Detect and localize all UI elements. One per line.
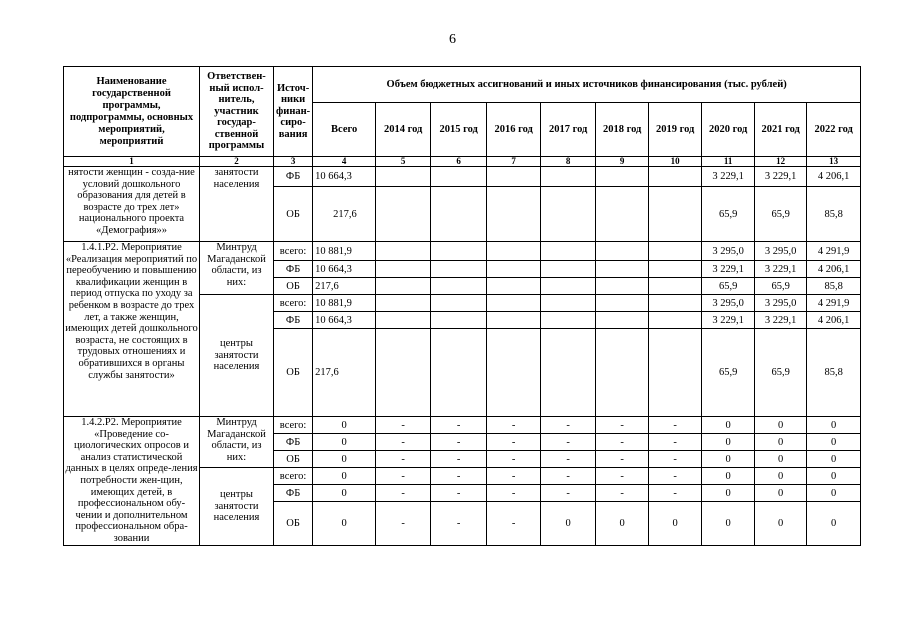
year-cell <box>376 329 431 417</box>
column-number: 2 <box>200 157 274 167</box>
year-cell: - <box>487 468 541 485</box>
year-cell: - <box>431 502 487 546</box>
year-cell: 0 <box>755 502 807 546</box>
year-cell: 0 <box>807 485 861 502</box>
year-cell: - <box>487 451 541 468</box>
executor-1-4-1-b: центры занятости населения <box>200 295 274 417</box>
year-cell: 0 <box>702 485 755 502</box>
header-executor: Ответствен-ный испол-нитель, участник государ-ственной программы <box>200 67 274 157</box>
year-cell: 3 229,1 <box>755 261 807 278</box>
total-cell: 0 <box>313 434 376 451</box>
year-cell: 0 <box>649 502 702 546</box>
source-cell: ФБ <box>274 261 313 278</box>
header-year: 2019 год <box>649 103 702 157</box>
year-cell: - <box>596 468 649 485</box>
year-cell: 0 <box>807 502 861 546</box>
table-row <box>64 242 861 261</box>
year-cell: 3 295,0 <box>702 242 755 261</box>
year-cell: - <box>596 434 649 451</box>
column-number: 3 <box>274 157 313 167</box>
source-cell: ФБ <box>274 312 313 329</box>
total-cell: 10 881,9 <box>313 295 376 312</box>
year-cell: 0 <box>755 485 807 502</box>
year-cell <box>376 278 431 295</box>
column-number: 10 <box>649 157 702 167</box>
year-cell: - <box>487 417 541 434</box>
executor-cont: занятости населения <box>200 167 274 242</box>
column-number: 4 <box>313 157 376 167</box>
year-cell <box>649 329 702 417</box>
year-cell: 85,8 <box>807 278 861 295</box>
year-cell <box>541 295 596 312</box>
year-cell: 4 206,1 <box>807 312 861 329</box>
year-cell: - <box>431 434 487 451</box>
year-cell <box>376 187 431 242</box>
year-cell: - <box>431 485 487 502</box>
year-cell <box>431 312 487 329</box>
year-cell: 65,9 <box>755 187 807 242</box>
year-cell: 0 <box>807 417 861 434</box>
year-cell: 0 <box>755 468 807 485</box>
column-number: 7 <box>487 157 541 167</box>
year-cell: 4 291,9 <box>807 242 861 261</box>
source-cell: ОБ <box>274 278 313 295</box>
total-cell: 217,6 <box>313 278 376 295</box>
year-cell <box>487 187 541 242</box>
year-cell: 65,9 <box>755 278 807 295</box>
activity-name-cont: нятости женщин - созда-ние условий дошкольного образования для детей в возрасте до трех лет» национального проекта «Демография»» <box>64 167 200 242</box>
header-year: 2015 год <box>431 103 487 157</box>
table-row <box>64 167 861 187</box>
source-cell: ФБ <box>274 434 313 451</box>
year-cell: - <box>649 468 702 485</box>
year-cell: 65,9 <box>755 329 807 417</box>
year-cell: - <box>541 468 596 485</box>
year-cell: - <box>431 417 487 434</box>
header-year: 2018 год <box>596 103 649 157</box>
year-cell <box>596 167 649 187</box>
year-cell: 4 291,9 <box>807 295 861 312</box>
total-cell: 217,6 <box>313 329 376 417</box>
year-cell: - <box>431 468 487 485</box>
column-number: 6 <box>431 157 487 167</box>
year-cell: - <box>487 502 541 546</box>
year-cell <box>431 278 487 295</box>
year-cell: - <box>376 502 431 546</box>
source-cell: ОБ <box>274 187 313 242</box>
total-cell: 0 <box>313 485 376 502</box>
year-cell: 65,9 <box>702 278 755 295</box>
year-cell <box>596 187 649 242</box>
year-cell <box>596 261 649 278</box>
year-cell: 0 <box>755 417 807 434</box>
year-cell <box>541 278 596 295</box>
year-cell: 3 229,1 <box>702 167 755 187</box>
year-cell <box>431 242 487 261</box>
year-cell <box>596 329 649 417</box>
header-year: 2021 год <box>755 103 807 157</box>
year-cell: 0 <box>755 451 807 468</box>
year-cell: 85,8 <box>807 329 861 417</box>
year-cell <box>596 312 649 329</box>
year-cell <box>431 167 487 187</box>
year-cell <box>487 278 541 295</box>
header-year: 2014 год <box>376 103 431 157</box>
year-cell <box>541 187 596 242</box>
year-cell <box>649 278 702 295</box>
year-cell: 65,9 <box>702 329 755 417</box>
year-cell <box>596 278 649 295</box>
year-cell: - <box>376 451 431 468</box>
year-cell: - <box>376 468 431 485</box>
year-cell <box>541 261 596 278</box>
source-cell: ОБ <box>274 502 313 546</box>
column-number: 12 <box>755 157 807 167</box>
total-cell: 0 <box>313 468 376 485</box>
source-cell: ФБ <box>274 167 313 187</box>
year-cell <box>487 295 541 312</box>
year-cell <box>431 187 487 242</box>
year-cell: - <box>596 451 649 468</box>
year-cell: - <box>376 485 431 502</box>
header-source: Источ-ники финан-сиро-вания <box>274 67 313 157</box>
year-cell: 3 229,1 <box>755 167 807 187</box>
header-year: 2016 год <box>487 103 541 157</box>
year-cell: 0 <box>807 468 861 485</box>
year-cell: - <box>487 485 541 502</box>
executor-1-4-1-a: Минтруд Магаданской области, из них: <box>200 242 274 295</box>
total-cell: 10 664,3 <box>313 167 376 187</box>
column-number: 5 <box>376 157 431 167</box>
year-cell: 4 206,1 <box>807 167 861 187</box>
year-cell: 0 <box>702 451 755 468</box>
year-cell <box>649 312 702 329</box>
year-cell <box>649 261 702 278</box>
year-cell: - <box>649 434 702 451</box>
year-cell <box>596 295 649 312</box>
year-cell: - <box>487 434 541 451</box>
header-year: 2022 год <box>807 103 861 157</box>
header-name: Наименование государственной программы, подпрограммы, основных мероприятий, мероприятий <box>64 67 200 157</box>
source-cell: всего: <box>274 295 313 312</box>
header-year: 2017 год <box>541 103 596 157</box>
year-cell: - <box>376 417 431 434</box>
year-cell: 3 295,0 <box>755 242 807 261</box>
activity-name-1-4-1: 1.4.1.Р2. Мероприятие «Реализация мероприятий по переобучению и повышению квалификации женщин в период отпуска по уходу за ребенком в возрасте до трех лет, а также женщин, имеющих детей дошкольного возраста, не состоящих в трудовых отношениях и обратившихся в органы службы занятости» <box>64 242 200 417</box>
year-cell <box>431 329 487 417</box>
year-cell: 0 <box>702 434 755 451</box>
year-cell: 3 295,0 <box>755 295 807 312</box>
year-cell: - <box>541 417 596 434</box>
year-cell <box>649 167 702 187</box>
header-total: Всего <box>313 103 376 157</box>
year-cell <box>376 295 431 312</box>
year-cell: 0 <box>702 502 755 546</box>
year-cell <box>376 312 431 329</box>
year-cell <box>487 261 541 278</box>
header-volume: Объем бюджетных ассигнований и иных источников финансирования (тыс. рублей) <box>313 67 861 103</box>
year-cell: - <box>596 485 649 502</box>
year-cell: - <box>541 434 596 451</box>
source-cell: всего: <box>274 242 313 261</box>
year-cell <box>541 312 596 329</box>
year-cell: 3 229,1 <box>755 312 807 329</box>
year-cell <box>487 167 541 187</box>
total-cell: 0 <box>313 502 376 546</box>
year-cell <box>649 187 702 242</box>
executor-1-4-2-a: Минтруд Магаданской области, из них: <box>200 417 274 468</box>
year-cell <box>541 242 596 261</box>
year-cell: - <box>541 451 596 468</box>
year-cell <box>376 167 431 187</box>
year-cell <box>431 261 487 278</box>
year-cell: 0 <box>807 451 861 468</box>
year-cell <box>431 295 487 312</box>
source-cell: ОБ <box>274 451 313 468</box>
total-cell: 0 <box>313 417 376 434</box>
column-number: 8 <box>541 157 596 167</box>
year-cell <box>649 295 702 312</box>
year-cell <box>487 329 541 417</box>
column-number: 13 <box>807 157 861 167</box>
year-cell: - <box>541 485 596 502</box>
year-cell: - <box>649 451 702 468</box>
year-cell <box>487 242 541 261</box>
source-cell: ОБ <box>274 329 313 417</box>
year-cell: 0 <box>702 417 755 434</box>
year-cell <box>649 242 702 261</box>
year-cell: 0 <box>596 502 649 546</box>
year-cell: 3 295,0 <box>702 295 755 312</box>
page-number: 6 <box>449 32 456 47</box>
year-cell: - <box>649 417 702 434</box>
column-number: 9 <box>596 157 649 167</box>
source-cell: ФБ <box>274 485 313 502</box>
total-cell: 10 664,3 <box>313 312 376 329</box>
year-cell: - <box>596 417 649 434</box>
year-cell <box>376 261 431 278</box>
source-cell: всего: <box>274 468 313 485</box>
year-cell: 0 <box>541 502 596 546</box>
year-cell: 3 229,1 <box>702 261 755 278</box>
year-cell <box>596 242 649 261</box>
year-cell: 0 <box>702 468 755 485</box>
total-cell: 10 881,9 <box>313 242 376 261</box>
year-cell: 0 <box>755 434 807 451</box>
column-number: 1 <box>64 157 200 167</box>
column-number: 11 <box>702 157 755 167</box>
total-cell: 0 <box>313 451 376 468</box>
year-cell: 4 206,1 <box>807 261 861 278</box>
table-row <box>64 417 861 434</box>
year-cell <box>541 167 596 187</box>
year-cell <box>487 312 541 329</box>
year-cell: 65,9 <box>702 187 755 242</box>
year-cell: - <box>431 451 487 468</box>
year-cell: 85,8 <box>807 187 861 242</box>
budget-table <box>63 66 861 546</box>
activity-name-1-4-2: 1.4.2.Р2. Мероприятие «Проведение со-циологических опросов и анализ статистической данных в целях опреде-ления потребности жен-щин, имеющих детей, в профессиональном обу-чении и дополнительном профессиональном обра-зовании <box>65 417 198 544</box>
year-cell: - <box>376 434 431 451</box>
source-cell: всего: <box>274 417 313 434</box>
year-cell: 0 <box>807 434 861 451</box>
total-cell: 217,6 <box>313 187 376 242</box>
total-cell: 10 664,3 <box>313 261 376 278</box>
year-cell <box>541 329 596 417</box>
header-year: 2020 год <box>702 103 755 157</box>
year-cell: - <box>649 485 702 502</box>
year-cell: 3 229,1 <box>702 312 755 329</box>
year-cell <box>376 242 431 261</box>
executor-1-4-2-b: центры занятости населения <box>200 468 274 546</box>
